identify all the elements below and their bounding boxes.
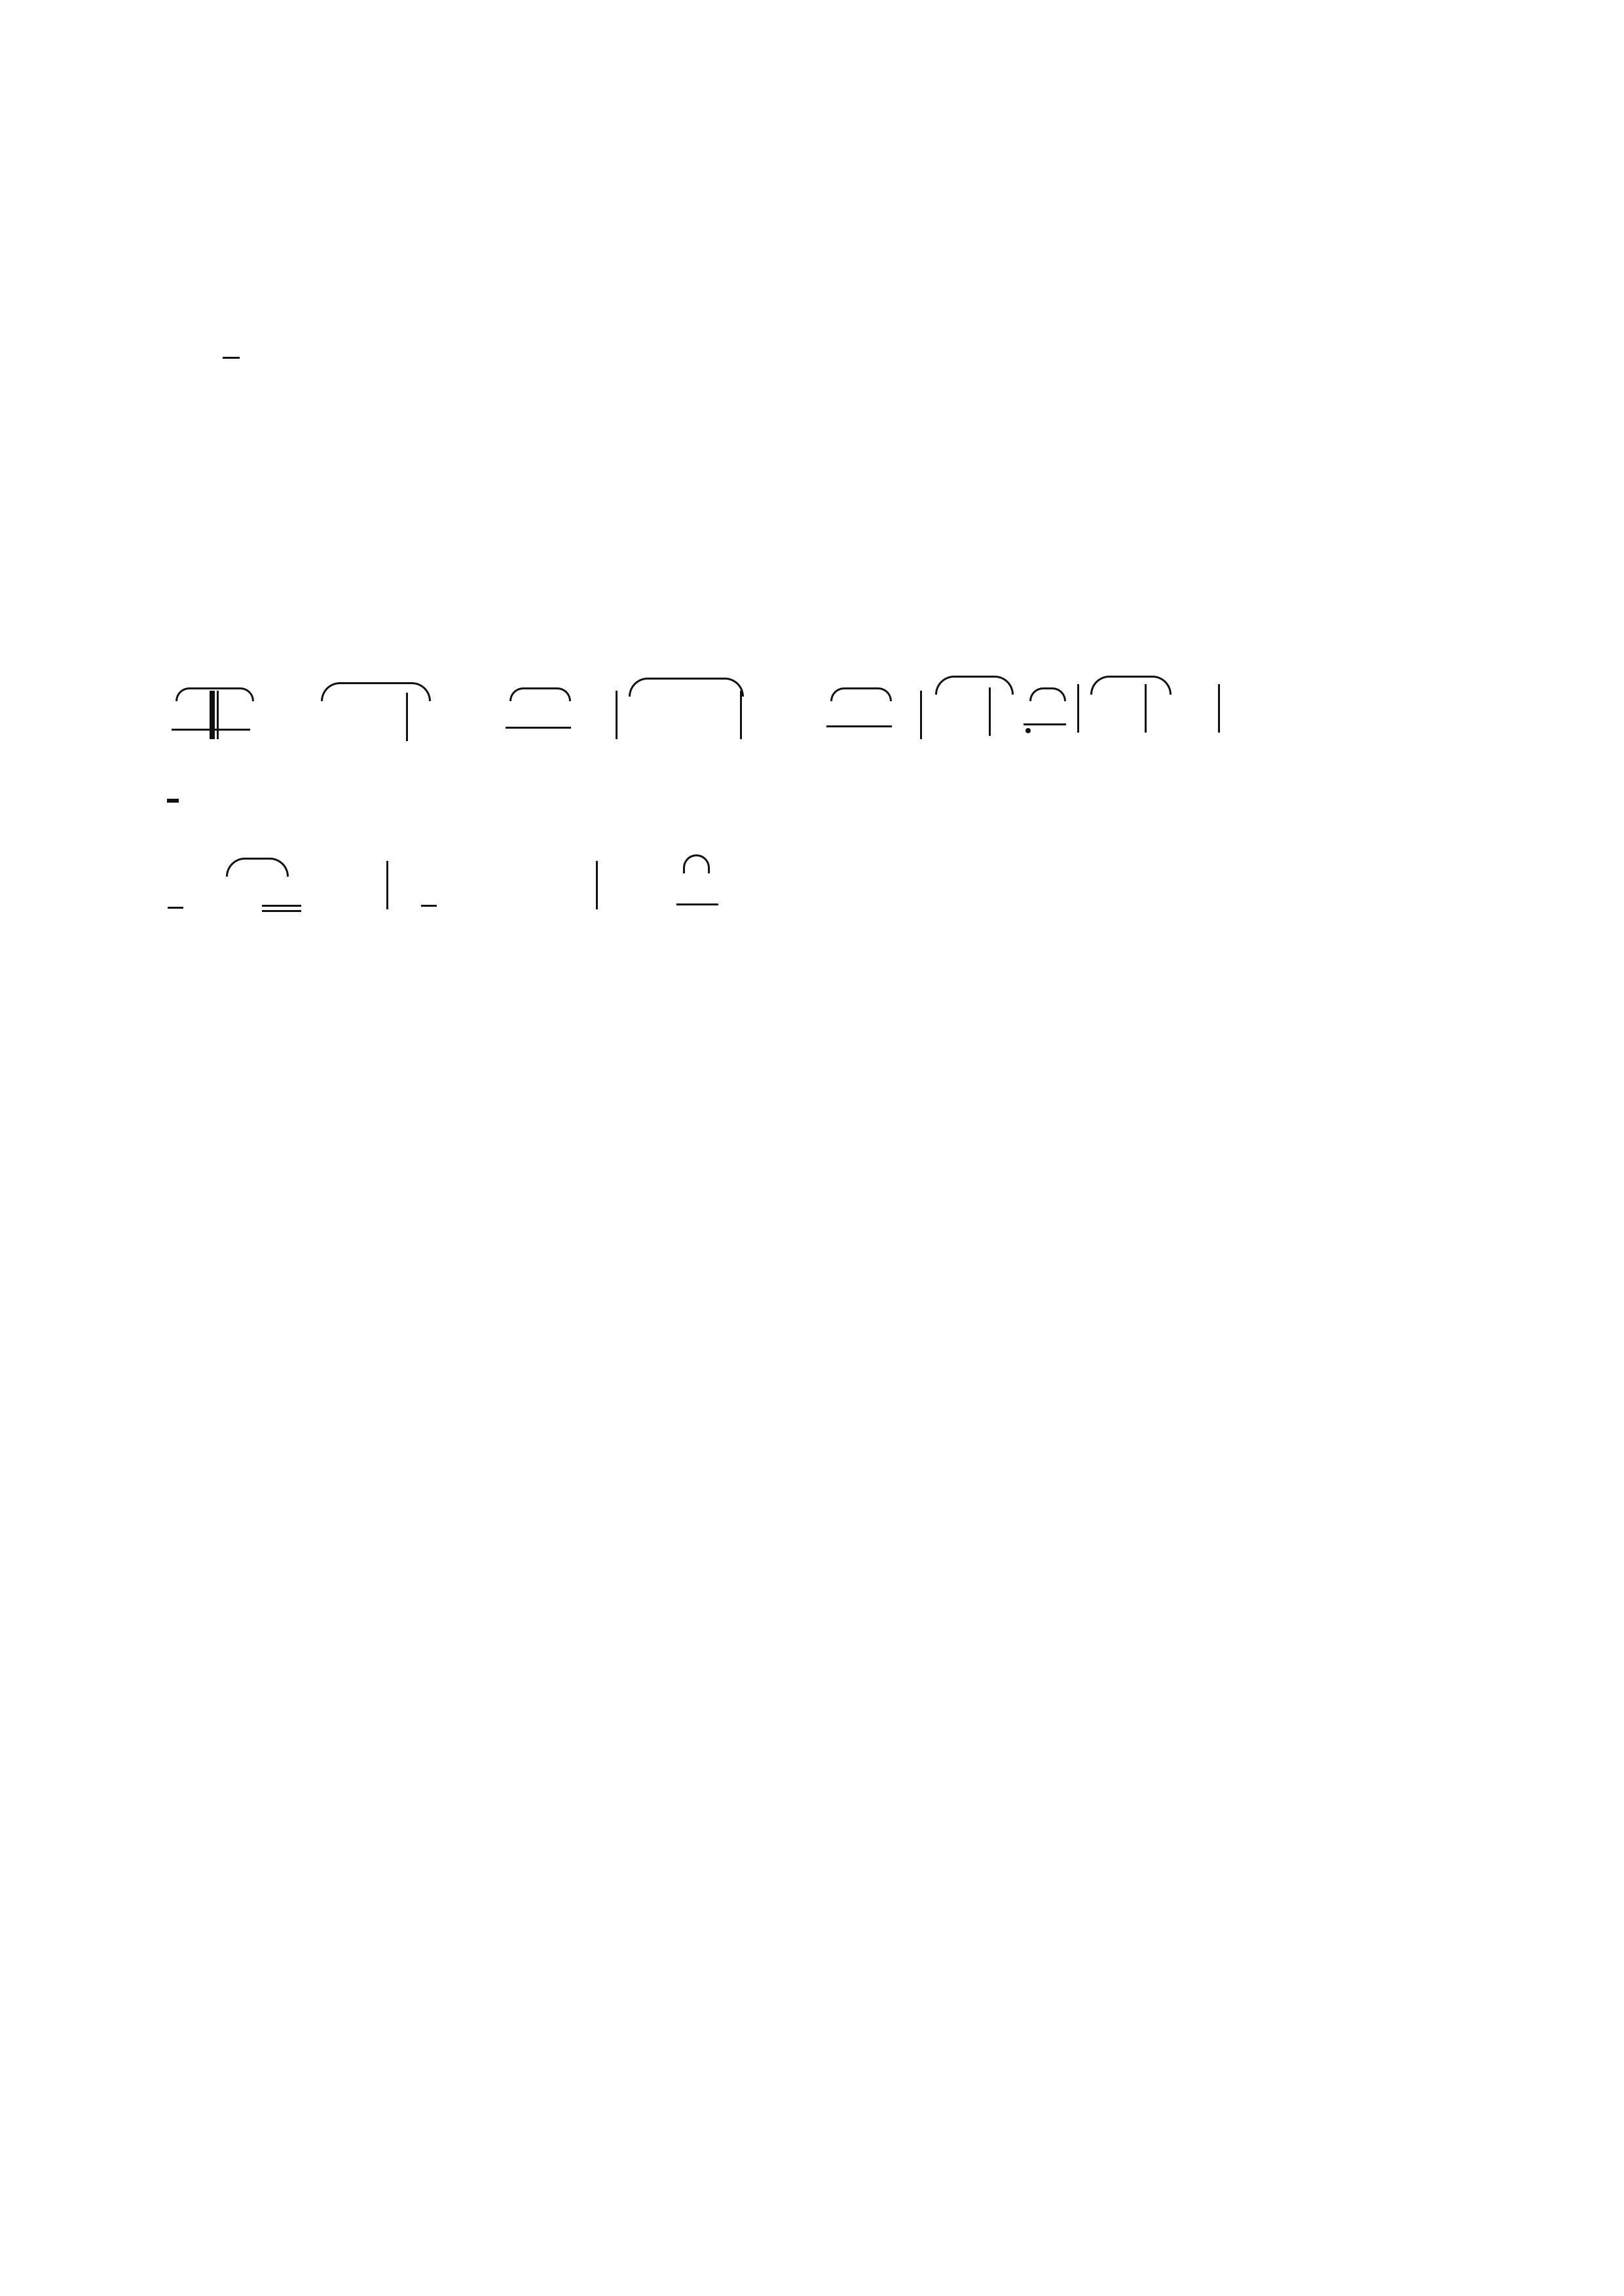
underline — [262, 905, 301, 907]
barline — [1218, 684, 1220, 733]
slur — [683, 854, 710, 873]
underline — [421, 905, 437, 907]
triplet-bracket — [509, 687, 571, 701]
time-signature — [223, 357, 240, 359]
repeat-start-barline — [210, 691, 219, 739]
underline — [506, 727, 571, 729]
key-signature — [190, 357, 296, 359]
tie — [935, 676, 1014, 695]
barline — [1077, 684, 1079, 733]
barline — [920, 691, 922, 739]
low-octave-dot — [1025, 728, 1031, 733]
underline — [676, 903, 718, 905]
triplet-bracket — [1029, 687, 1066, 701]
barline — [406, 693, 408, 741]
barline — [596, 861, 598, 909]
underline — [262, 910, 301, 912]
barline — [386, 861, 388, 909]
barline — [740, 691, 742, 739]
page-title — [0, 121, 1624, 187]
tie — [629, 678, 744, 697]
barline — [1145, 684, 1147, 733]
underline — [1024, 723, 1066, 725]
tie — [321, 682, 431, 701]
barline — [616, 691, 618, 739]
tie — [1090, 676, 1172, 695]
triplet-bracket — [830, 687, 892, 701]
underline — [168, 907, 183, 909]
rehearsal-mark-9 — [167, 799, 179, 803]
underline — [826, 725, 892, 727]
barline — [989, 687, 991, 736]
slur — [226, 858, 289, 877]
